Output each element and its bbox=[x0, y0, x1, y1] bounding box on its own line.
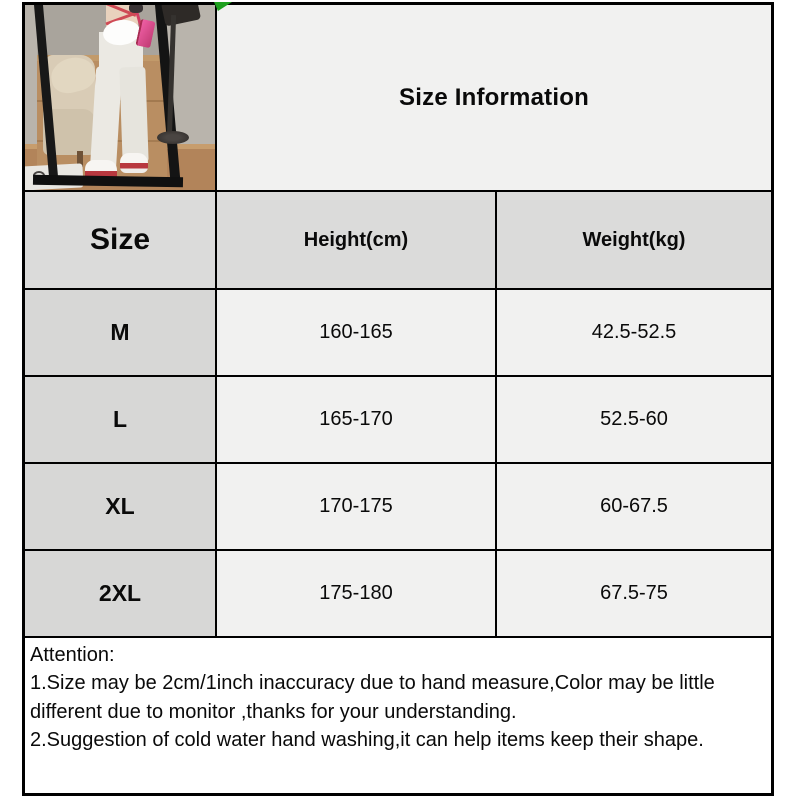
white-pants-right-leg bbox=[119, 67, 148, 164]
product-photo bbox=[25, 5, 215, 190]
table-row-size-2xl bbox=[25, 551, 215, 636]
weight-value: 42.5-52.5 bbox=[591, 321, 677, 343]
title-cell bbox=[217, 5, 771, 190]
size-value: 2XL bbox=[98, 580, 142, 606]
size-value: XL bbox=[105, 493, 135, 519]
table-row-size-l bbox=[25, 377, 215, 462]
column-header-height-label: Height(cm) bbox=[303, 228, 409, 251]
table-row-size-xl bbox=[25, 464, 215, 549]
table-row-height-m bbox=[217, 290, 495, 375]
floor-lamp-shade bbox=[161, 5, 201, 26]
table-row-height-2xl bbox=[217, 551, 495, 636]
column-header-size-label: Size bbox=[89, 223, 151, 256]
weight-value: 52.5-60 bbox=[600, 408, 668, 430]
table-row-weight-xl bbox=[497, 464, 771, 549]
column-header-height bbox=[217, 192, 495, 288]
phone-in-hand bbox=[129, 5, 143, 13]
floor-lamp-base bbox=[157, 131, 189, 144]
weight-value: 67.5-75 bbox=[600, 582, 668, 604]
attention-notice bbox=[25, 638, 771, 793]
table-row-height-l bbox=[217, 377, 495, 462]
table-row-weight-2xl bbox=[497, 551, 771, 636]
size-value: L bbox=[112, 406, 128, 432]
size-value: M bbox=[110, 319, 130, 345]
attention-heading: Attention: bbox=[30, 644, 115, 666]
height-value: 165-170 bbox=[319, 408, 393, 430]
table-row-weight-l bbox=[497, 377, 771, 462]
height-value: 170-175 bbox=[319, 495, 393, 517]
attention-note-1: 1.Size may be 2cm/1inch inaccuracy due to hand measure,Color may be little different due to monitor ,thanks for your understanding. bbox=[30, 672, 715, 723]
column-header-size bbox=[25, 192, 215, 288]
attention-note-2: 2.Suggestion of cold water hand washing,it can help items keep their shape. bbox=[30, 729, 704, 752]
table-row-weight-m bbox=[497, 290, 771, 375]
sneaker bbox=[120, 153, 148, 173]
height-value: 175-180 bbox=[319, 582, 393, 604]
table-row-height-xl bbox=[217, 464, 495, 549]
height-value: 160-165 bbox=[319, 321, 393, 343]
page-title: Size Information bbox=[399, 83, 589, 111]
table-row-size-m bbox=[25, 290, 215, 375]
column-header-weight bbox=[497, 192, 771, 288]
size-info-sheet bbox=[22, 2, 774, 796]
weight-value: 60-67.5 bbox=[600, 495, 668, 517]
column-header-weight-label: Weight(kg) bbox=[582, 228, 686, 251]
product-photo-illustration bbox=[25, 5, 215, 190]
